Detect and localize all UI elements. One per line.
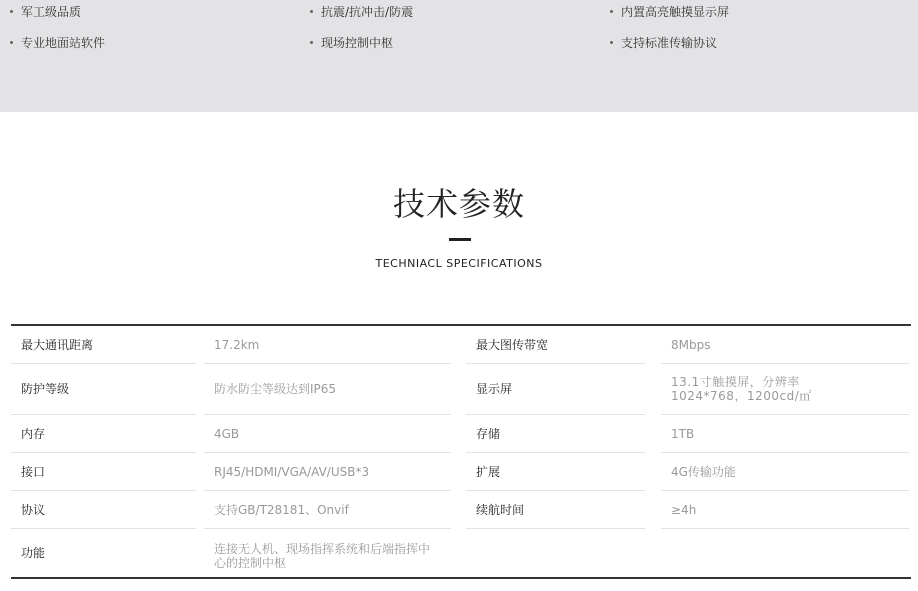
feature-item: 现场控制中枢 [310, 36, 393, 50]
spec-label: 内存 [21, 427, 46, 441]
feature-item: 支持标准传输协议 [610, 36, 717, 50]
spec-value: 1TB [671, 427, 695, 441]
row-divider [204, 452, 451, 453]
title-divider [449, 238, 471, 241]
feature-item: 内置高亮触摸显示屏 [610, 5, 729, 19]
spec-label: 最大图传带宽 [476, 338, 549, 352]
row-divider [661, 363, 909, 364]
row-divider [661, 414, 909, 415]
feature-item: 军工级品质 [10, 5, 81, 19]
bullet-icon [310, 10, 313, 13]
spec-label: 存储 [476, 427, 501, 441]
spec-label: 功能 [21, 546, 46, 560]
spec-value: 8Mbps [671, 338, 711, 352]
section-subtitle: TECHNIACL SPECIFICATIONS [375, 257, 543, 270]
spec-label: 续航时间 [476, 503, 525, 517]
bullet-icon [610, 41, 613, 44]
spec-value: 支持GB/T28181、Onvif [214, 503, 349, 517]
row-divider [466, 414, 645, 415]
bullet-icon [10, 10, 13, 13]
row-divider [11, 363, 196, 364]
spec-value: 4GB [214, 427, 240, 441]
spec-value: 4G传输功能 [671, 465, 736, 479]
spec-value: 连接无人机、现场指挥系统和后端指挥中心的控制中枢 [214, 542, 431, 570]
spec-label: 接口 [21, 465, 46, 479]
spec-label: 最大通讯距离 [21, 338, 94, 352]
bullet-icon [610, 10, 613, 13]
spec-value: RJ45/HDMI/VGA/AV/USB*3 [214, 465, 370, 479]
spec-value: 防水防尘等级达到IP65 [214, 382, 337, 396]
bullet-icon [310, 41, 313, 44]
spec-label: 防护等级 [21, 382, 70, 396]
feature-item: 专业地面站软件 [10, 36, 105, 50]
spec-label: 显示屏 [476, 382, 513, 396]
feature-item: 抗震/抗冲击/防震 [310, 5, 413, 19]
table-top-border [11, 324, 911, 326]
spec-value: 13.1寸触摸屏，分辨率1024*768，1200cd/㎡ [671, 375, 812, 403]
row-divider [661, 452, 909, 453]
row-divider [466, 528, 645, 529]
section-title: 技术参数 [392, 185, 525, 223]
row-divider [661, 490, 909, 491]
row-divider [466, 490, 645, 491]
table-bottom-border [11, 577, 911, 579]
row-divider [466, 452, 645, 453]
bullet-icon [10, 41, 13, 44]
row-divider [204, 490, 451, 491]
row-divider [11, 490, 196, 491]
row-divider [204, 528, 451, 529]
row-divider [204, 363, 451, 364]
row-divider [204, 414, 451, 415]
features-panel [0, 0, 918, 112]
spec-value: ≥4h [671, 503, 697, 517]
row-divider [466, 363, 645, 364]
spec-label: 协议 [21, 503, 46, 517]
spec-value: 17.2km [214, 338, 260, 352]
row-divider [11, 452, 196, 453]
row-divider [661, 528, 909, 529]
spec-label: 扩展 [476, 465, 501, 479]
row-divider [11, 528, 196, 529]
row-divider [11, 414, 196, 415]
